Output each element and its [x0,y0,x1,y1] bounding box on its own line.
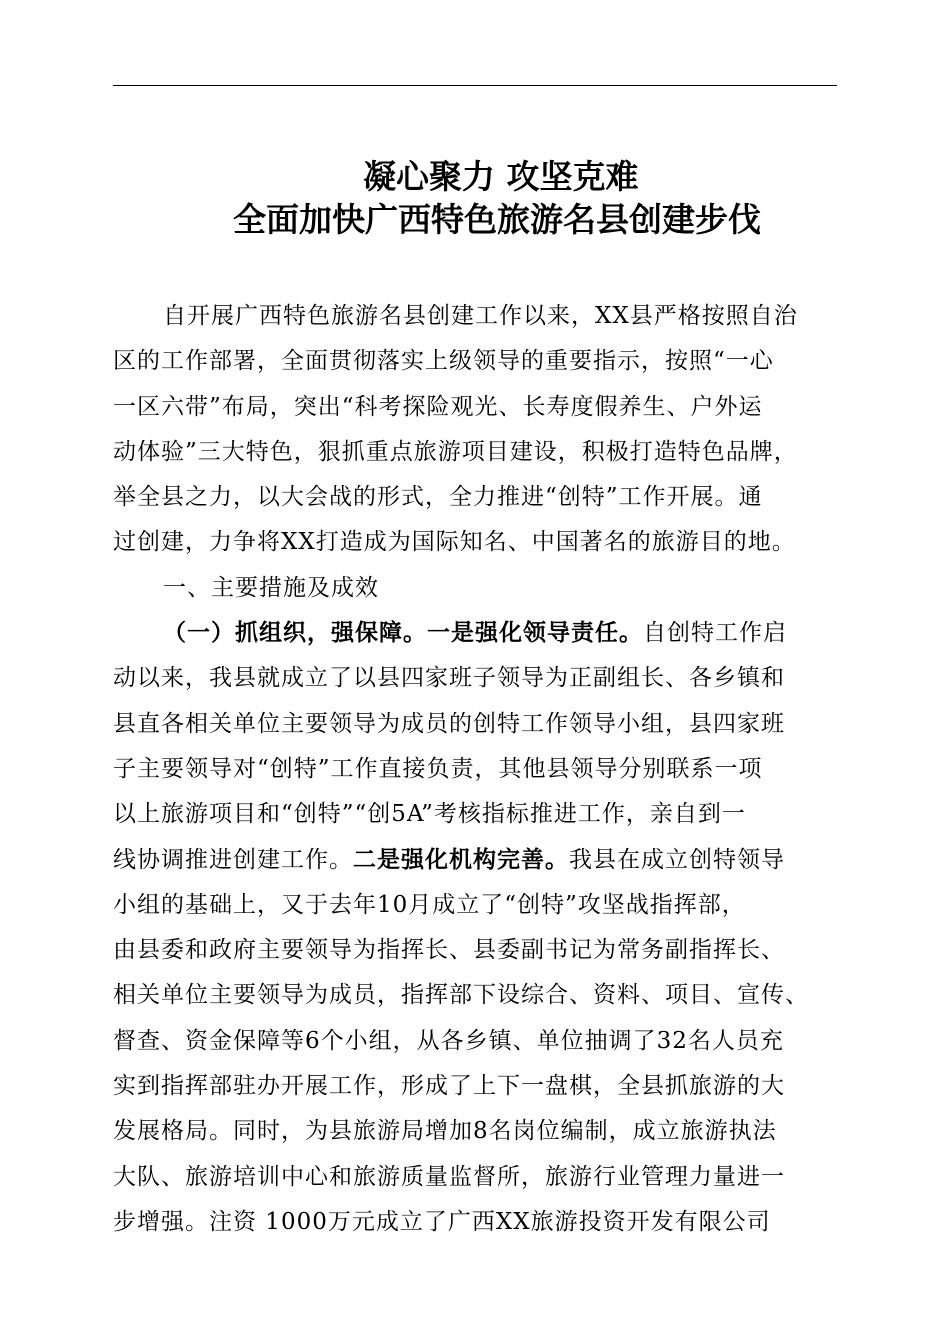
title-line-1: 凝心聚力 攻坚克难 [363,157,639,196]
document-title [113,155,837,241]
body-line: 动以来，我县就成立了以县四家班子领导为正副组长、各乡镇和 [113,665,785,692]
body-line: 督查、资金保障等6个小组，从各乡镇、单位抽调了32名人员充 [113,1027,784,1054]
point2-label: 二是强化机构完善。 [353,846,569,873]
body-line: 实到指挥部驻办开展工作，形成了上下一盘棋，全县抓旅游的大 [113,1073,785,1100]
body-line: 步增强。注资 1000万元成立了广西XX旅游投资开发有限公司 [113,1208,771,1235]
point1-text-start: 自创特工作启 [643,620,787,647]
header-rule [113,85,837,86]
intro-line: 动体验”三大特色，狠抓重点旅游项目建设，积极打造特色品牌， [113,438,798,465]
point1-text-end: 线协调推进创建工作。 [113,846,353,873]
subsection-first-line [113,611,853,656]
body-line: 大队、旅游培训中心和旅游质量监督所，旅游行业管理力量进一 [113,1163,785,1190]
body-line: 小组的基础上，又于去年10月成立了“创特”攻坚战指挥部， [113,891,746,918]
intro-line: 自开展广西特色旅游名县创建工作以来，XX县严格按照自治 [163,303,798,329]
document-body [113,294,853,1245]
section-heading: 一、主要措施及成效 [163,574,379,601]
title-line-2: 全面加快广西特色旅游名县创建步伐 [233,200,761,239]
body-line: 子主要领导对“创特”工作直接负责，其他县领导分别联系一项 [113,755,763,782]
point2-line [113,838,853,883]
point2-text-start: 我县在成立创特领导 [569,846,785,873]
body-line: 由县委和政府主要领导为指挥长、县委副书记为常务副指挥长、 [113,937,785,964]
intro-line: 一区六带”布局，突出“科考探险观光、长寿度假养生、户外运 [113,393,763,420]
subsection-label: （一）抓组织，强保障。 [163,620,427,647]
body-line: 相关单位主要领导为成员，指挥部下设综合、资料、项目、宣传、 [113,982,809,1009]
point1-label: 一是强化领导责任。 [427,620,643,647]
body-line: 发展格局。同时，为县旅游局增加8名岗位编制，成立旅游执法 [113,1118,777,1145]
intro-line: 区的工作部署，全面贯彻落实上级领导的重要指示，按照“一心 [113,348,774,375]
body-line: 县直各相关单位主要领导为成员的创特工作领导小组，县四家班 [113,710,785,737]
intro-line: 举全县之力，以大会战的形式，全力推进“创特”工作开展。通 [113,484,763,511]
intro-line: 过创建，力争将XX打造成为国际知名、中国著名的旅游目的地。 [113,529,796,556]
body-line: 以上旅游项目和“创特”“创5A”考核指标推进工作，亲自到一 [113,801,746,828]
